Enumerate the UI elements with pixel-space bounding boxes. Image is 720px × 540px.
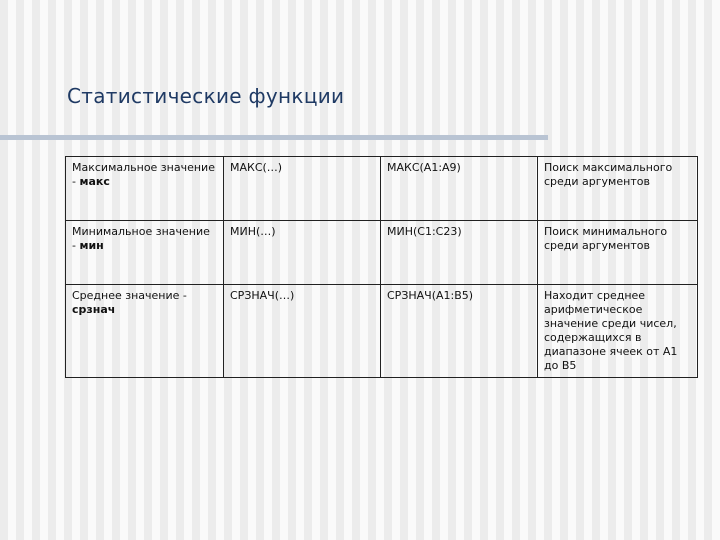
function-syntax-cell: МИН(…)	[224, 221, 381, 285]
function-name-text: Минимальное значение -	[72, 225, 210, 252]
functions-table	[65, 156, 698, 378]
function-name-text: Среднее значение -	[72, 289, 187, 302]
function-example-cell: СРЗНАЧ(A1:B5)	[381, 285, 538, 378]
function-example-cell: МИН(C1:C23)	[381, 221, 538, 285]
function-example-cell: МАКС(A1:A9)	[381, 157, 538, 221]
function-description-cell: Поиск максимального среди аргументов	[538, 157, 698, 221]
table-row	[66, 285, 698, 378]
function-syntax-cell: СРЗНАЧ(…)	[224, 285, 381, 378]
function-short-name: макс	[79, 175, 110, 188]
function-description-cell: Поиск минимального среди аргументов	[538, 221, 698, 285]
function-short-name: мин	[79, 239, 104, 252]
function-name-cell	[66, 285, 224, 378]
function-name-cell	[66, 221, 224, 285]
function-short-name: срзнач	[72, 303, 116, 316]
function-description-cell: Находит среднее арифметическое значение среди чисел, содержащихся в диапазоне ячеек от А1 до В5	[538, 285, 698, 378]
slide-title: Статистические функции	[67, 84, 345, 108]
function-name-cell	[66, 157, 224, 221]
table-row	[66, 221, 698, 285]
title-divider	[0, 135, 548, 140]
function-syntax-cell: МАКС(…)	[224, 157, 381, 221]
table-row	[66, 157, 698, 221]
function-name-text: Максимальное значение -	[72, 161, 215, 188]
